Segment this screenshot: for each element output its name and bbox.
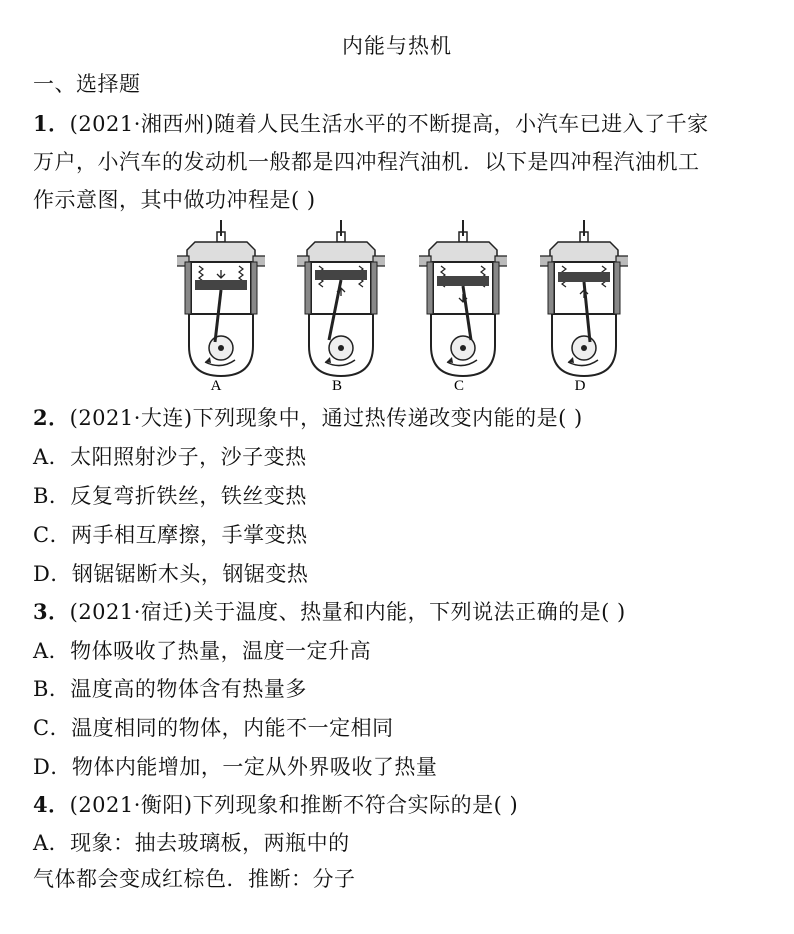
- figure-label-d: D: [574, 378, 586, 394]
- question-1-line-2: 万户，小汽车的发动机一般都是四冲程汽油机．以下是四冲程汽油机工: [33, 150, 700, 174]
- question-1-text-1: (2021·湘西州)随着人民生活水平的不断提高，小汽车已进入了千家: [69, 112, 709, 136]
- engine-diagram-d: [540, 220, 628, 376]
- question-4-text: (2021·衡阳)下列现象和推断不符合实际的是( ): [69, 793, 519, 817]
- engine-stroke-figure: [170, 218, 640, 396]
- question-4-number: 4．: [33, 792, 70, 817]
- question-3-option-a: A．物体吸收了热量，温度一定升高: [33, 639, 372, 663]
- question-1-line-1: [33, 108, 709, 138]
- question-3-stem: [33, 596, 626, 626]
- engine-diagram-c: [419, 220, 507, 376]
- question-2-option-b: B．反复弯折铁丝，铁丝变热: [33, 484, 307, 508]
- question-1-number: 1．: [33, 111, 70, 136]
- question-4-option-a: A．现象：抽去玻璃板，两瓶中的: [33, 831, 350, 855]
- question-3-option-c: C．温度相同的物体，内能不一定相同: [33, 716, 394, 740]
- page-title: 内能与热机: [342, 34, 452, 58]
- question-3-option-d: D．物体内能增加，一定从外界吸收了热量: [33, 755, 438, 779]
- question-2-option-a: A．太阳照射沙子，沙子变热: [33, 445, 307, 469]
- question-3-text: (2021·宿迁)关于温度、热量和内能，下列说法正确的是( ): [69, 600, 626, 624]
- engine-diagram-b: [297, 220, 385, 376]
- question-2-number: 2．: [33, 405, 70, 430]
- question-4-option-a-continued: 气体都会变成红棕色．推断：分子: [33, 867, 356, 891]
- engine-diagram-a: [177, 220, 265, 376]
- question-2-option-d: D．钢锯锯断木头，钢锯变热: [33, 562, 309, 586]
- question-1-line-3: 作示意图，其中做功冲程是( ): [33, 188, 316, 212]
- question-2-stem: [33, 402, 583, 432]
- figure-label-b: B: [331, 378, 343, 394]
- question-3-option-b: B．温度高的物体含有热量多: [33, 677, 307, 701]
- question-3-number: 3．: [33, 599, 70, 624]
- figure-label-a: A: [210, 378, 222, 394]
- question-4-stem: [33, 789, 518, 819]
- question-2-text: (2021·大连)下列现象中，通过热传递改变内能的是( ): [69, 406, 583, 430]
- section-heading: 一、选择题: [33, 72, 141, 96]
- figure-label-c: C: [453, 378, 465, 394]
- question-2-option-c: C．两手相互摩擦，手掌变热: [33, 523, 308, 547]
